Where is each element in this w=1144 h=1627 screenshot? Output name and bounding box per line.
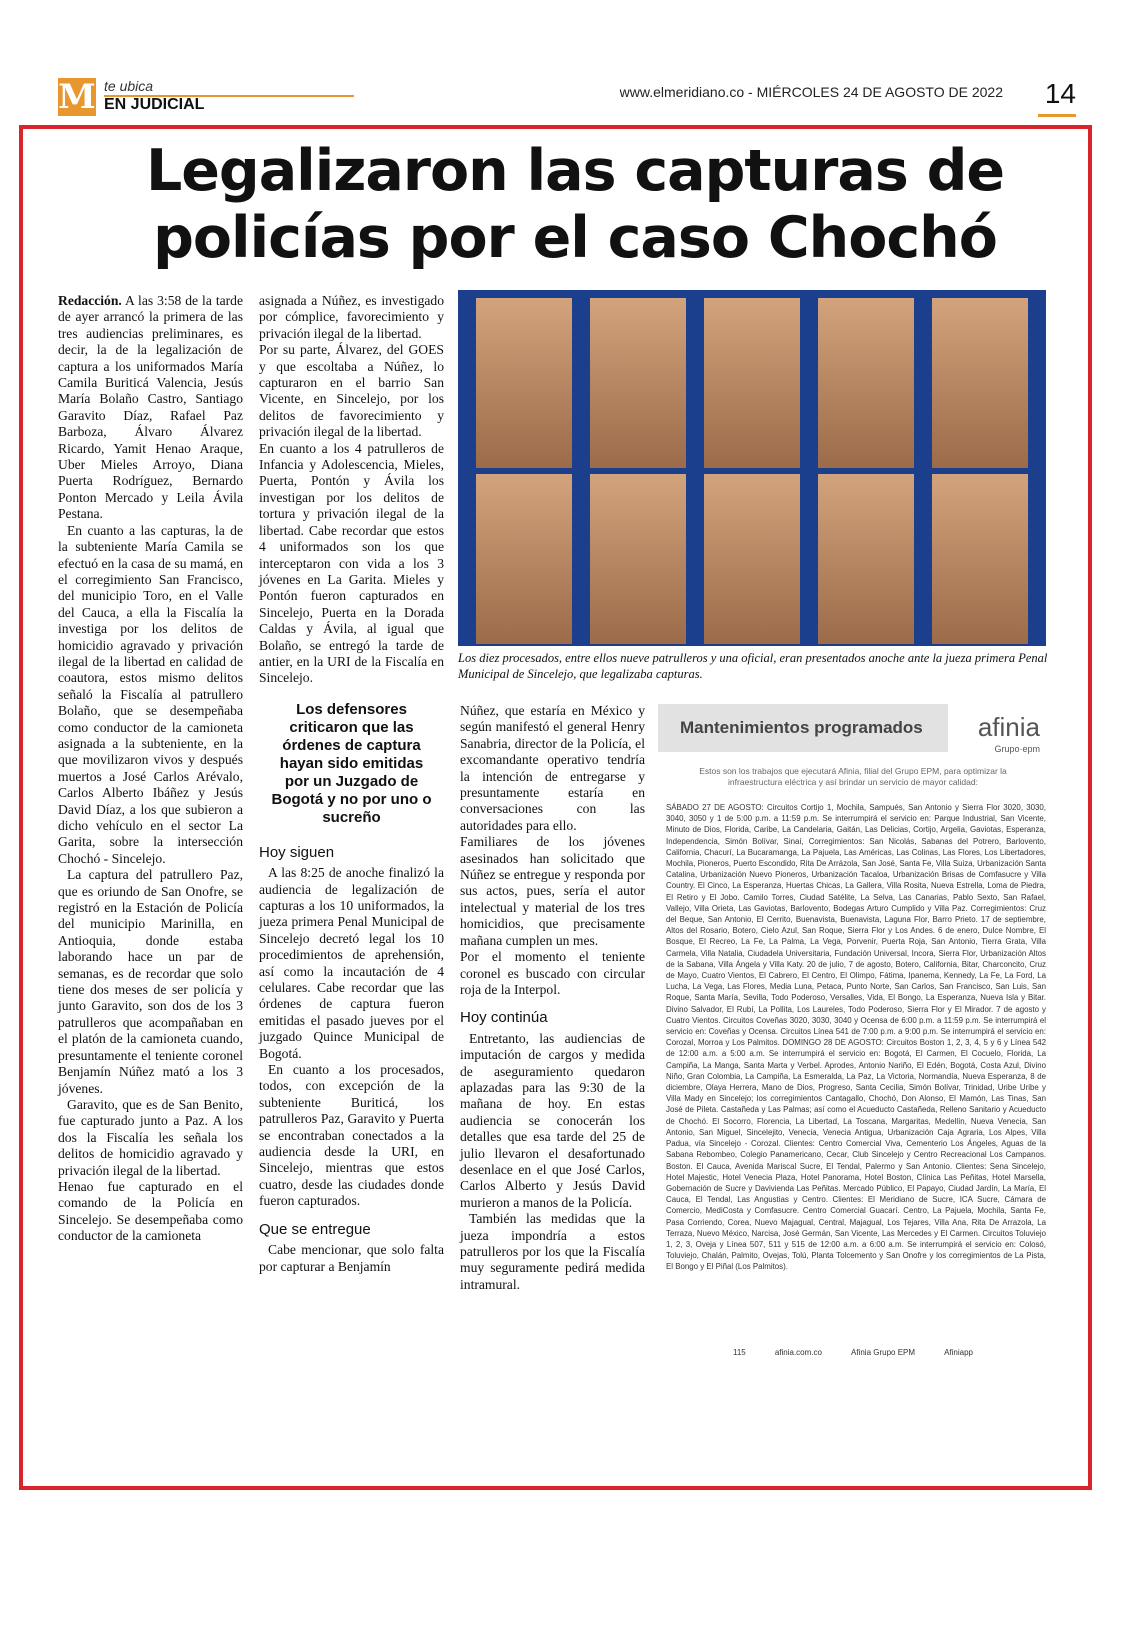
site-date: www.elmeridiano.co - MIÉRCOLES 24 DE AGOSTO DE 2022 <box>619 84 1003 100</box>
afinia-ad <box>658 704 1050 1394</box>
person-photo <box>590 298 686 468</box>
subheading: Hoy siguen <box>259 843 335 861</box>
person-photo <box>818 298 914 468</box>
person-photo <box>476 474 572 644</box>
article-column-3 <box>460 703 645 1293</box>
article-column-2 <box>259 293 444 1275</box>
person-photo <box>704 298 800 468</box>
web-label: afinia.com.co <box>774 1348 822 1357</box>
paragraph: Entretanto, las audiencias de imputación de cargos y medida de aseguramiento quedaron aplazadas para las 9:30 de la mañana de hoy. En estas audiencia se conocerán los detalles que esa tarde del 25 de julio llevaron el desafortunado desenlace en el que José Carlos, Carlos Alberto y Jesús David murieron a manos de la Policía. <box>460 1030 645 1210</box>
paragraph: Familiares de los jóvenes asesinados han solicitado que Núñez se entregue y responda por sus actos, pues, sería el autor intelectual y material de los tres homicidios, que precisamente mañana cumplen un mes. <box>460 834 645 948</box>
phone-label: 115 <box>733 1348 746 1357</box>
photo-caption: Los diez procesados, entre ellos nueve patrulleros y una oficial, eran presentados anoche ante la jueza primera Penal Municipal de Sincelejo, que legalizaba capturas. <box>458 651 1048 681</box>
afinia-logo: afinia <box>977 712 1040 742</box>
page-number: 14 <box>1044 78 1076 109</box>
paragraph: Garavito, que es de San Benito, fue capturado junto a Paz. A los dos la Fiscalía les señala los delitos de homicidio agravado y privación ilegal de la libertad. <box>58 1096 243 1178</box>
app-label: Afiniapp <box>944 1348 973 1357</box>
social-label: Afinia Grupo EPM <box>851 1348 916 1357</box>
headline: Legalizaron las capturas de policías por el caso Chochó <box>145 138 1005 271</box>
paragraph: Redacción. A las 3:58 de la tarde de ayer arrancó la primera de las tres audiencias preliminares, es decir, la de la legalización de captura a los uniformados María Camila Buriticá Valencia, Jesús María Bolaño Castro, Santiago Garavito Díaz, Rafael Paz Barboza, Álvaro Álvarez Ricardo, Yamit Henao Araque, Uber Mieles Arroyo, Diana Puerta Rodríguez, Bernardo Ponton Mercado y Leila Ávila Pestana. <box>58 293 243 522</box>
paragraph: Cabe mencionar, que solo falta por capturar a Benjamín <box>259 1242 444 1274</box>
paragraph: En cuanto a los procesados, todos, con excepción de la subteniente Buriticá, los patrulleros Paz, Garavito y Puerta se encontraban conectados a la audiencia desde la URI, en Sincelejo, mientras que estos cuatro, desde las ciudades donde fueron capturados. <box>259 1062 444 1209</box>
header-tagline: te ubica <box>104 78 154 94</box>
person-photo <box>932 474 1028 644</box>
subheading: Hoy continúa <box>460 1009 548 1027</box>
paragraph: Núñez, que estaría en México y según manifestó el general Henry Sanabria, director de la Policía, el excomandante operativo tendría la intención de entregarse y presuntamente estaría en conversaciones con las autoridades para ello. <box>460 703 645 833</box>
section-name: EN JUDICIAL <box>104 96 205 113</box>
paragraph: asignada a Núñez, es investigado por cómplice, favorecimiento y privación ilegal de la libertad. <box>259 293 444 341</box>
paragraph: Por el momento el teniente coronel es buscado con circular roja de la Interpol. <box>460 949 645 997</box>
person-photo <box>818 474 914 644</box>
subheading: Que se entregue <box>259 1220 371 1238</box>
paragraph: En cuanto a los 4 patrulleros de Infancia y Adolescencia, Mieles, Puerta, Pontón y Ávila los investigan por los delitos de tortura y privación ilegal de la libertad. Cabe recordar que estos 4 uniformados son los que interceptaron con vida a los 3 jóvenes en La Garita. Mieles y Pontón fueron capturados en Sincelejo, Puerta en la Dorada Caldas y Ávila, al igual que Bolaño, se entregó la tarde de antier, en la URI de la Fiscalía en Sincelejo. <box>259 440 444 686</box>
paragraph: En cuanto a las capturas, la de la subteniente María Camila se efectuó en la casa de su mamá, en el corregimiento San Francisco, del municipio Toro, en el Valle del Cauca, a ella la Fiscalía la investiga por los delitos de homicidio agravado y privación ilegal de la libertad en calidad de coautora, estos mismo delitos señaló la Fiscalía al patrullero Bolaño, que se desempeñaba como conductor de la camioneta asignada a la subteniente, en la que movilizaron vivos y después muertos a José Carlos Arévalo, Carlos Alberto Ibáñez y Jesús David Díaz, a los que subieron a dicho vehículo en el sector La Garita, sobre la intersección Chochó - Sincelejo. <box>58 522 243 866</box>
ad-title: Mantenimientos programados <box>680 718 923 737</box>
person-photo <box>704 474 800 644</box>
newspaper-logo: M <box>58 77 96 117</box>
byline: Redacción. <box>58 293 122 308</box>
page-header <box>58 78 1088 122</box>
person-photo <box>476 298 572 468</box>
article-column-1 <box>58 293 243 1245</box>
person-photo <box>932 298 1028 468</box>
page-number-rule <box>1038 114 1076 117</box>
paragraph: Henao fue capturado en el comando de la Policía en Sincelejo. Se desempeñaba como conductor de la camioneta <box>58 1178 243 1244</box>
ad-body: SÁBADO 27 DE AGOSTO: Circuitos Cortijo 1, Mochila, Sampués, San Antonio y Sierra Flor 3020, 3030, 3040, 3050 y 1 de 5:00 p.m. a 11:59 p.m. Se interrumpirá el servicio en: Parque Industrial, San Vicente, Minuto de Dios, Florida, Caribe, La Candelaria, Gaitán, Las Delicias, Cortijo, Argelia, Gaviotas, Esperanza, Independencia, Simón Bolívar, Sinaí, Corregimientos: San Nicolás, Sabanas del Potrero, Barlovento, California, Chacurí, La Bucaramanga, La Pajuela, Las Américas, Las Colinas, Las Flores, Los Libertadores, Mochila, Pioneros, Puerto Escondido, Rita De Arrázola, San José, Santa Fe, Villa Suiza, Urbanización Santa Catalina, Urbanización Nuevo Pioneros, Urbanización Tacaloa, Urbanización Brisas de Comfasucre y Villa Country. El Cinco, La Esperanza, Huertas Chicas, La Gallera, Villa Rosita, Nueva Estrella, Loma de Piedra, El Retiro y El Jobo. Camilo Torres, Ciudad Satélite, La Selva, Las Canarias, Pablo Sexto, San Rafael, Vallejo, Villa Orieta, Las Gaviotas, Barlovento, Bodegas Arturo Cumplido y Villa Paz. Corregimientos: Cruz del Beque, San Antonio, El Cerrito, Buenavista, Buenavista, Laguna Flor, Barro Prieto. 17 de septiembre, Altos del Rosario, Botero, Cielo Azul, San Roque, Sierra Flor y Los Andes. 6 de enero, Dulce Nombre, El Bosque, El Recreo, La Fe, La Palma, La Vega, Porvenir, Puerta Roja, San Antonio, Tierra Grata, Villa Carmela, Villa Natalia, Ciudadela Universitaria, Fundación Universal, Incora, Sierra Flor, Urbanización Altos de la Sabana, Villa Ángela y Villa Katy. 20 de julio, 7 de agosto, Botero, California, Bitar, Charconcito, Cruz de Mayo, Cuatro Vientos, El Cabrero, El Centro, El Olimpo, Fátima, Ipanema, Kennedy, La Fe, La Ford, La Lucha, La Vega, Las Flores, Media Luna, Petaca, Punto Norte, San Carlos, San Francisco, San Luis, San Roque, Santa María, Sevilla, Todo Poderoso, Versalles, Vida, El Bongo, La Esperanza, Nueva Isla y Bitar. Divino Salvador, El Rubí, La Pollita, Los Laureles, Todo Poderoso, Sierra Flor y El Mirador. 7 de agosto y Cuatro Vientos. Circuitos Coveñas 3020, 3030, 3040 y Ocensa de 6:00 p.m. a 11:59 p.m. Se interrumpirá el servicio en: Coveñas y Ocensa. Circuitos Línea 541 de 7:00 p.m. a 9:00 p.m. Se interrumpirá el servicio en: Corozal, Morroa y Los Palmitos. DOMINGO 28 DE AGOSTO: Circuitos Boston 1, 2, 3, 4, 5 y 6 y Línea 542 de 12:00 a.m. a 5:00 a.m. Se interrumpirá el servicio en: Bogotá, El Carmen, El Cocuelo, Florida, La Campiña, La Manga, Santa Marta y Verbel. Aprodes, Antonio Nariño, El Edén, Bogotá, Costa Azul, Divino Niño, Gran Colombia, La Campiña, La Esmeralda, La Paz, La Victoria, Normandía, Nueva Esperanza, 8 de diciembre, Olaya Herrera, Mano de Dios, Progreso, Santa Cecilia, Simón Bolívar, Trinidad, Uribe Uribe y Villa Mady en Sincelejo; los corregimientos Cantagallo, Chochó, Don Alonso, El Mamón, Las Tinas, San José de Pileta. Castañeda y Las Palmas; así como el Acueducto Castañeda, Relleno Sanitario y Acueducto de Chochó. El Socorro, Florencia, La Libertad, La Toscana, Margaritas, Medellín, Nueva Venecia, San Antonio, San Miguel, Sincelejito, Venecia, Venecia Antigua, Urbanización Caja Agraria, Los Alpes, Villa Padua, vía Sincelejo - Corozal. Clientes: Centro Comercial Viva, Cementerio Los Ángeles, Aguas de la Sabana Rebombeo, Colegio Panamericano, Cecar, Club Sincelejo y Centro Recreacional Los Campanos. Boston. El Cauca, Avenida Mariscal Sucre, El Tendal, Palermo y San Antonio. Clientes: Sena Sincelejo, Hotel Majestic, Hotel Venecia Plaza, Hotel Panorama, Hotel Boston, Clínica Las Peñitas, Hotel Marsella, Gobernación de Sucre y Davivienda Las Peñitas. Mercado Público, El Papayo, Ciudad Jardín, La María, El Cauca, El Tendal, Las Angustias y Centro. Clientes: El Meridiano de Sucre, ICA Sucre, Cámara de Comercio, MediCosta y Comfasucre. Centro Comercial Guacarí. Centro, La Pajuela, Mochila, Santa Fe, Pasa Corriendo, Corea, Nuevo Majagual, Central, Majagual, Los Tejares, Villa Ana, Rita De Arrazola, La Terraza, Nuevo México, Narcisa, José Germán, San Vicente, Las Mercedes y El Carmen. Circuitos Toluviejo 1, 2, 3, Oveja y Línea 507, 511 y 515 de 12:00 a.m. a 6:00 a.m. Se interrumpirá el servicio en: Colosó, Toluviejo, Chalán, Palmito, Ovejas, Tolú, Planta Tolcemento y San Onofre y los corregimientos de La Pista, El Bongo y El Piñal (Los Palmitos). <box>666 803 1046 1272</box>
paragraph: A las 8:25 de anoche finalizó la audiencia de legalización de capturas a los 10 uniformados, la jueza primera Penal Municipal de Sincelejo decretó legal los 10 procedimientos de aprehensión, así como la incautación de 4 celulares. Cabe recordar que las órdenes de captura fueron emitidas el pasado jueves por el juzgado Quince Municipal de Bogotá. <box>259 865 444 1061</box>
ad-footer <box>733 1348 973 1357</box>
paragraph: Por su parte, Álvarez, del GOES y que escoltaba a Núñez, lo capturaron en el barrio San Vicente, en Sincelejo, por los delitos de favorecimiento y privación ilegal de la libertad. <box>259 342 444 440</box>
person-photo <box>590 474 686 644</box>
afinia-group-label: Grupo·epm <box>994 744 1040 754</box>
pull-quote: Los defensores criticaron que las órdenes de captura hayan sido emitidas por un Juzgado de Bogotá y no por uno o sucreño <box>271 700 432 826</box>
paragraph: También las medidas que la jueza impondría a estos patrulleros por los que la Fiscalía muy seguramente pedirá medida intramural. <box>460 1211 645 1292</box>
paragraph: La captura del patrullero Paz, que es oriundo de San Onofre, se registró en la Estación de Policía del municipio Marinilla, en Antioquia, donde estaba laborando hace un par de semanas, es de recordar que solo tiene dos meses de ser policía y junto Garavito, son dos de los 3 patrulleros que acompañaban en el platón de la camioneta cuando, presuntamente el teniente coronel Benjamín Núñez mató a los 3 jóvenes. <box>58 867 243 1096</box>
ad-title-bar <box>658 704 948 752</box>
ad-intro: Estos son los trabajos que ejecutará Afinia, filial del Grupo EPM, para optimizar la infraestructura eléctrica y así brindar un servicio de mayor calidad: <box>699 766 1007 787</box>
defendants-photo <box>458 290 1046 646</box>
